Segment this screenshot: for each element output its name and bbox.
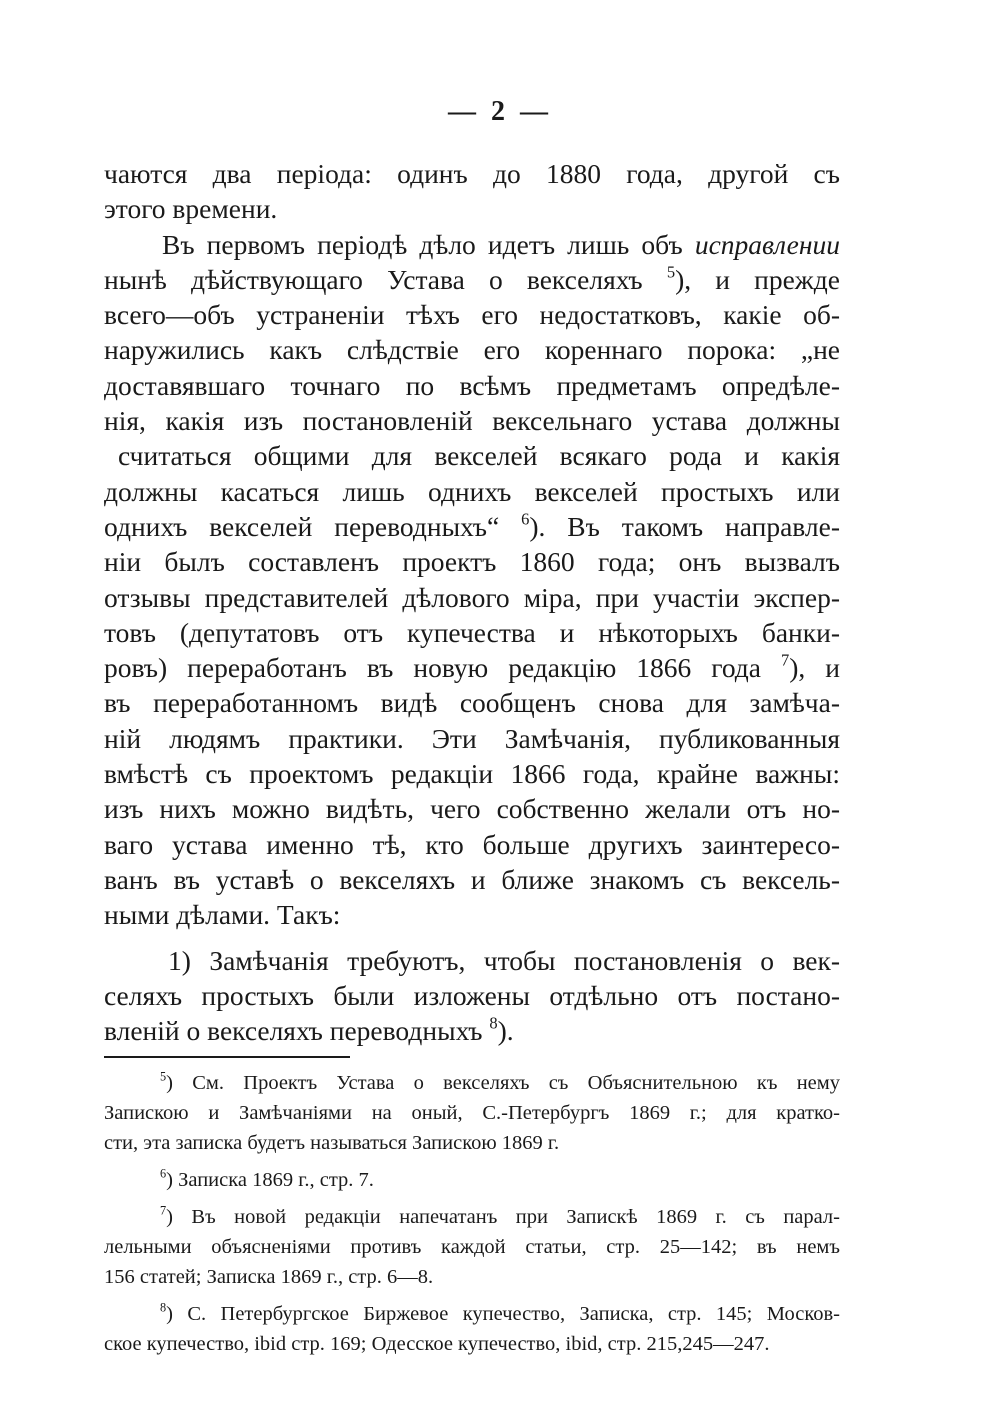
text-fragment: Въ первомъ періодѣ дѣло идетъ лишь объ bbox=[162, 228, 695, 260]
footnote-ref: 6 bbox=[521, 509, 530, 529]
text-line: вмѣстѣ съ проектомъ редакціи 1866 года, крайне важны: bbox=[104, 758, 840, 790]
text-line: всего—объ устраненіи тѣхъ его недостатковъ, какіе об- bbox=[104, 299, 840, 331]
text-line: этого времени. bbox=[104, 193, 278, 225]
text-line bbox=[104, 262, 840, 297]
text-line: наружились какъ слѣдствіе его кореннаго порока: „не bbox=[104, 334, 840, 366]
footnote-mark: 7 bbox=[160, 1203, 167, 1218]
text-line: изъ нихъ можно видѣть, чего собственно желали отъ но- bbox=[104, 793, 840, 825]
text-line: чаются два періода: одинъ до 1880 года, другой съ bbox=[104, 158, 840, 189]
footnote-8 bbox=[104, 1299, 840, 1359]
text-line: нія, какія изъ постановленій вексельнаго устава должны bbox=[104, 405, 840, 437]
footnote-ref: 5 bbox=[666, 262, 676, 282]
text-line: ными дѣлами. Такъ: bbox=[104, 899, 341, 931]
text-fragment: однихъ векселей переводныхъ“ bbox=[104, 510, 522, 542]
footnote-divider bbox=[104, 1056, 350, 1058]
text-fragment: нынѣ дѣйствующаго Устава о векселяхъ bbox=[104, 263, 667, 295]
text-line: селяхъ простыхъ были изложены отдѣльно отъ постано- bbox=[104, 979, 840, 1011]
footnotes bbox=[104, 1068, 840, 1366]
footnote-mark: 6 bbox=[160, 1166, 167, 1181]
footnote-text: ) См. Проектъ Устава о векселяхъ съ Объяснительною къ нему bbox=[166, 1072, 840, 1094]
footnote-line: сти, эта записка будетъ называться Запискою 1869 г. bbox=[104, 1132, 560, 1154]
text-line: доставявшаго точнаго по всѣмъ предметамъ опредѣле- bbox=[104, 369, 840, 401]
text-line: ніи былъ составленъ проектъ 1860 года; онъ вызвалъ bbox=[104, 546, 840, 578]
text-line: въ переработанномъ видѣ сообщенъ снова для замѣча- bbox=[104, 687, 840, 719]
footnote-ref: 8 bbox=[489, 1013, 498, 1033]
text-line: ванъ въ уставѣ о векселяхъ и ближе знакомъ съ вексель- bbox=[104, 863, 840, 895]
list-item-line: 1) Замѣчанія требуютъ, чтобы постановленія о век- bbox=[168, 944, 840, 976]
text-fragment: ), и прежде bbox=[675, 263, 840, 295]
footnote-5 bbox=[104, 1068, 840, 1158]
italic-term: исправлении bbox=[694, 228, 840, 260]
text-line: ній людямъ практики. Эти Замѣчанія, публикованныя bbox=[104, 722, 840, 754]
text-fragment: ровъ) переработанъ въ новую редакцію 1866 года bbox=[104, 652, 782, 684]
text-fragment: ), и bbox=[789, 652, 841, 684]
text-line bbox=[104, 1013, 840, 1048]
footnote-ref: 7 bbox=[781, 650, 790, 670]
footnote-text: ) Въ новой редакціи напечатанъ при Запискѣ 1869 г. съ парал- bbox=[166, 1206, 840, 1228]
text-line: товъ (депутатовъ отъ купечества и нѣкоторыхъ банки- bbox=[104, 616, 840, 648]
footnote-mark: 8 bbox=[160, 1300, 167, 1315]
text-line: должны касаться лишь однихъ векселей простыхъ или bbox=[104, 475, 840, 507]
text-line: ваго устава именно тѣ, кто больше другихъ заинтересо- bbox=[104, 828, 840, 860]
text-line bbox=[104, 227, 840, 262]
footnote-line: лельными объясненіями противъ каждой статьи, стр. 25—142; въ немъ bbox=[104, 1236, 840, 1258]
main-text bbox=[104, 156, 840, 1048]
footnote-mark: 5 bbox=[160, 1069, 167, 1084]
footnote-line bbox=[104, 1202, 840, 1232]
footnote-line bbox=[104, 1299, 840, 1329]
footnote-line bbox=[104, 1068, 840, 1098]
text-fragment: вленій о векселяхъ переводныхъ bbox=[104, 1015, 490, 1047]
text-line bbox=[104, 650, 840, 685]
text-line: считаться общими для векселей всякаго рода и какія bbox=[118, 440, 840, 472]
footnote-line bbox=[104, 1165, 840, 1195]
text-fragment: ). bbox=[497, 1015, 514, 1047]
footnote-text: ) С. Петербургское Биржевое купечество, Записка, стр. 145; Москов- bbox=[166, 1303, 840, 1325]
footnote-7 bbox=[104, 1202, 840, 1292]
footnote-6 bbox=[104, 1165, 840, 1195]
text-line: отзывы представителей дѣлового міра, при участіи экспер- bbox=[104, 581, 840, 613]
text-fragment: ). Въ такомъ направле- bbox=[529, 510, 840, 542]
page-number: — 2 — bbox=[448, 96, 552, 127]
footnote-line: ское купечество, ibid стр. 169; Одесское купечество, ibid, стр. 215,245—247. bbox=[104, 1333, 770, 1355]
footnote-line: Запискою и Замѣчаніями на оный, С.-Петербургъ 1869 г.; для кратко- bbox=[104, 1102, 840, 1124]
footnote-text: ) Записка 1869 г., стр. 7. bbox=[166, 1169, 374, 1191]
text-line bbox=[104, 509, 840, 544]
footnote-line: 156 статей; Записка 1869 г., стр. 6—8. bbox=[104, 1266, 434, 1288]
